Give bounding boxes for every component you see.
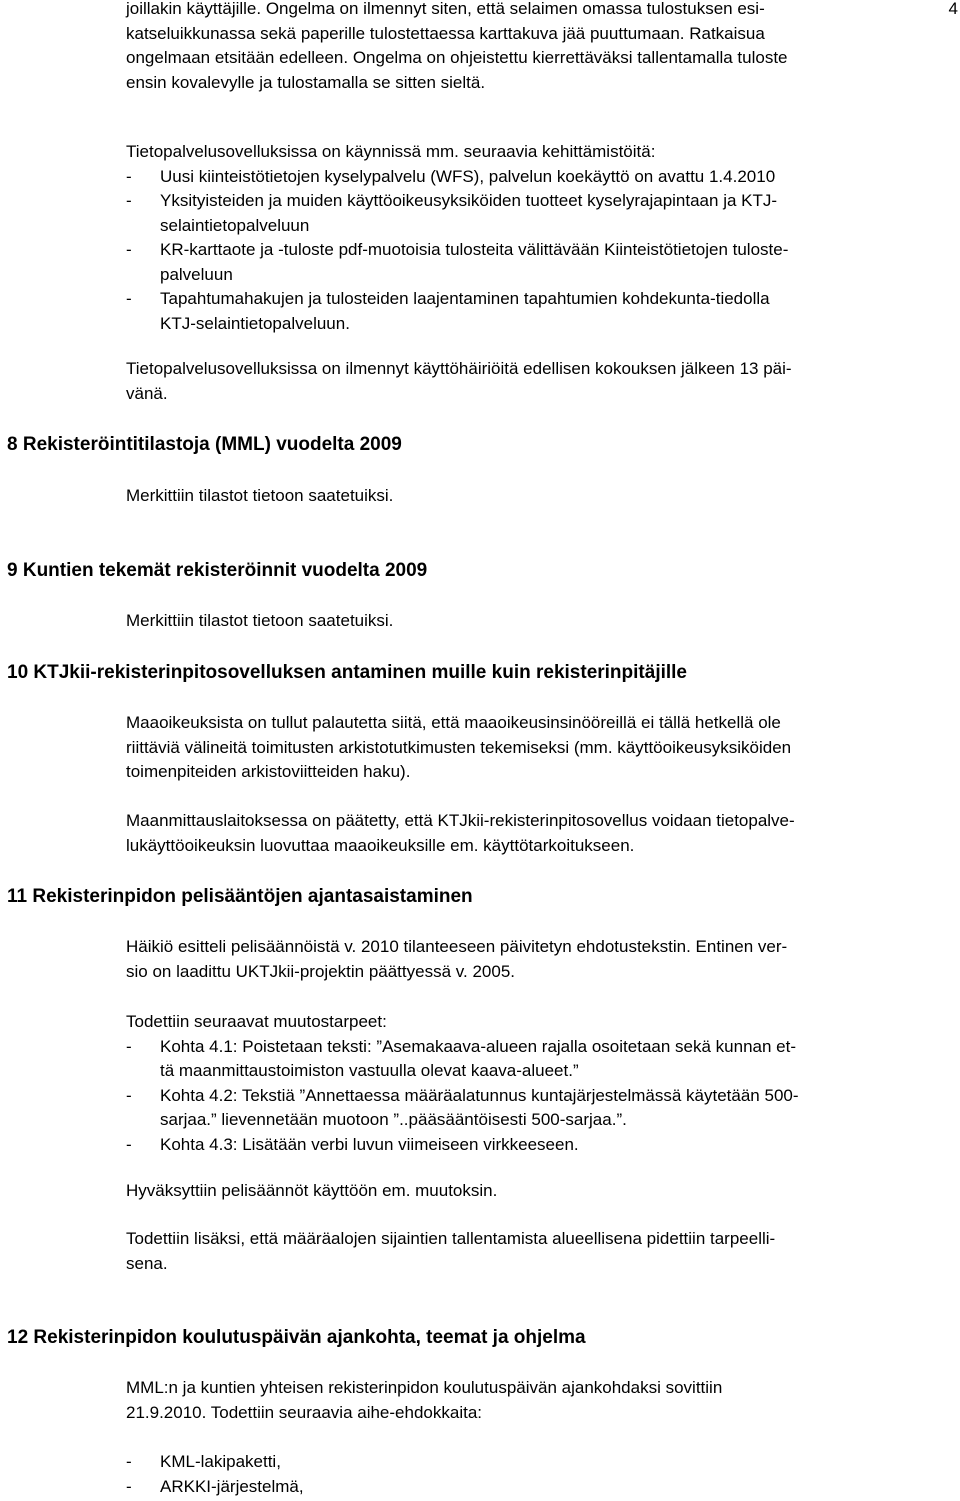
dev-work-lead: Tietopalvelusovelluksissa on käynnissä mm. seuraavia kehittämistöitä: bbox=[126, 142, 656, 161]
text-line: Tapahtumahakujen ja tulosteiden laajentaminen tapahtumien kohdekunta-tiedolla bbox=[160, 289, 770, 308]
section-11-changes bbox=[126, 1010, 956, 1157]
section-12-topics bbox=[126, 1450, 956, 1499]
text-line: Tietopalvelusovelluksissa on ilmennyt käyttöhäiriöitä edellisen kokouksen jälkeen 13 päi- bbox=[126, 359, 792, 378]
section-12-paragraph-1 bbox=[126, 1376, 956, 1425]
text-line: ongelmaan etsitään edelleen. Ongelma on ohjeistettu kierrettäväksi tallentamalla tuloste bbox=[126, 48, 788, 67]
text-line: selaintietopalveluun bbox=[160, 215, 310, 235]
text-line: Kohta 4.3: Lisätään verbi luvun viimeiseen virkkeeseen. bbox=[160, 1134, 579, 1154]
section-11-paragraph-2 bbox=[126, 1179, 956, 1204]
section-9-text bbox=[126, 609, 956, 634]
text-line: KR-karttaote ja -tuloste pdf-muotoisia tulosteita välittävään Kiinteistötietojen tuloste- bbox=[160, 240, 789, 259]
dev-work-section bbox=[126, 140, 956, 336]
list-item bbox=[126, 189, 956, 238]
section-8-heading: 8 Rekisteröintitilastoja (MML) vuodelta 2009 bbox=[7, 434, 402, 455]
section-11-heading: 11 Rekisterinpidon pelisääntöjen ajantasaistaminen bbox=[7, 886, 473, 907]
text-line: tä maanmittaustoimiston vastuulla olevat kaava-alueet.” bbox=[160, 1061, 579, 1080]
text-line: ARKKI-järjestelmä, bbox=[160, 1476, 304, 1496]
section-10-paragraph-1 bbox=[126, 711, 956, 785]
list-item bbox=[126, 238, 956, 287]
list-dash: - bbox=[126, 1134, 132, 1154]
section-11-paragraph-1 bbox=[126, 935, 956, 984]
list-dash: - bbox=[126, 1036, 132, 1056]
list-item bbox=[126, 165, 956, 190]
section-11-paragraph-3 bbox=[126, 1227, 956, 1276]
text-line: vänä. bbox=[126, 383, 168, 403]
text-line: Uusi kiinteistötietojen kyselypalvelu (WFS), palvelun koekäyttö on avattu 1.4.2010 bbox=[160, 166, 776, 186]
text-line: joillakin käyttäjille. Ongelma on ilmennyt siten, että selaimen omassa tulostuksen esi- bbox=[126, 0, 765, 18]
list-item bbox=[126, 1035, 956, 1084]
text-line: toimenpiteiden arkistoviitteiden haku). bbox=[126, 762, 411, 781]
list-dash: - bbox=[126, 166, 132, 186]
list-item bbox=[126, 1450, 956, 1475]
list-dash: - bbox=[126, 289, 132, 308]
list-item bbox=[126, 1084, 956, 1133]
section-10-paragraph-2 bbox=[126, 809, 956, 858]
section-10-heading: 10 KTJkii-rekisterinpitosovelluksen antaminen muille kuin rekisterinpitäjille bbox=[7, 662, 688, 683]
text-line: sio on laadittu UKTJkii-projektin päättyessä v. 2005. bbox=[126, 961, 515, 981]
text-line: Hyväksyttiin pelisäännöt käyttöön em. muutoksin. bbox=[126, 1181, 498, 1200]
text-line: Häikiö esitteli pelisäännöistä v. 2010 tilanteeseen päivitetyn ehdotustekstin. Entinen ver- bbox=[126, 937, 788, 956]
text-line: 21.9.2010. Todettiin seuraavia aihe-ehdokkaita: bbox=[126, 1402, 482, 1422]
list-dash: - bbox=[126, 1476, 132, 1496]
text-line: Kohta 4.2: Tekstiä ”Annettaessa määräalatunnus kuntajärjestelmässä käytetään 500- bbox=[160, 1085, 799, 1105]
text-line: Maaoikeuksista on tullut palautetta siitä, että maaoikeusinsinööreillä ei tällä hetkellä ole bbox=[126, 713, 781, 732]
text-line: Todettiin lisäksi, että määräalojen sijaintien tallentamista alueellisena pidettiin tarpeelli- bbox=[126, 1229, 776, 1248]
text-line: Yksityisteiden ja muiden käyttöoikeusyksiköiden tuotteet kyselyrajapintaan ja KTJ- bbox=[160, 191, 778, 210]
text-line: palveluun bbox=[160, 264, 233, 284]
text-line: Kohta 4.1: Poistetaan teksti: ”Asemakaava-alueen rajalla osoitetaan sekä kunnan et- bbox=[160, 1036, 796, 1056]
list-dash: - bbox=[126, 1085, 132, 1105]
list-dash: - bbox=[126, 191, 132, 210]
text-line: riittäviä välineitä toimitusten arkistotutkimusten tekemiseksi (mm. käyttöoikeusyksiköiden bbox=[126, 737, 792, 757]
text-line: KML-lakipaketti, bbox=[160, 1452, 281, 1471]
text-line: KTJ-selaintietopalveluun. bbox=[160, 313, 350, 333]
section-9-heading: 9 Kuntien tekemät rekisteröinnit vuodelta 2009 bbox=[7, 560, 428, 581]
section-8-text bbox=[126, 484, 956, 509]
list-dash: - bbox=[126, 1452, 132, 1471]
text-line: Maanmittauslaitoksessa on päätetty, että KTJkii-rekisterinpitosovellus voidaan tietopalve- bbox=[126, 811, 795, 830]
changes-lead: Todettiin seuraavat muutostarpeet: bbox=[126, 1012, 387, 1031]
text-line: ensin kovalevylle ja tulostamalla se sitten sieltä. bbox=[126, 72, 486, 92]
text-line: Merkittiin tilastot tietoon saatetuiksi. bbox=[126, 486, 394, 505]
list-item bbox=[126, 1133, 956, 1158]
disruptions-paragraph bbox=[126, 357, 956, 406]
list-item bbox=[126, 1475, 956, 1500]
list-item bbox=[126, 287, 956, 336]
page-number: 4 bbox=[948, 0, 958, 18]
list-dash: - bbox=[126, 240, 132, 259]
section-12-heading: 12 Rekisterinpidon koulutuspäivän ajankohta, teemat ja ohjelma bbox=[7, 1327, 586, 1348]
text-line: lukäyttöoikeuksin luovuttaa maaoikeuksille em. käyttötarkoitukseen. bbox=[126, 835, 635, 855]
text-line: sarjaa.” lievennetään muotoon ”..pääsääntöisesti 500-sarjaa.”. bbox=[160, 1110, 627, 1129]
text-line: sena. bbox=[126, 1253, 168, 1273]
intro-paragraph bbox=[126, 0, 956, 95]
text-line: katseluikkunassa sekä paperille tulostettaessa karttakuva jää puuttumaan. Ratkaisua bbox=[126, 23, 765, 43]
text-line: Merkittiin tilastot tietoon saatetuiksi. bbox=[126, 611, 394, 630]
text-line: MML:n ja kuntien yhteisen rekisterinpidon koulutuspäivän ajankohdaksi sovittiin bbox=[126, 1378, 723, 1397]
